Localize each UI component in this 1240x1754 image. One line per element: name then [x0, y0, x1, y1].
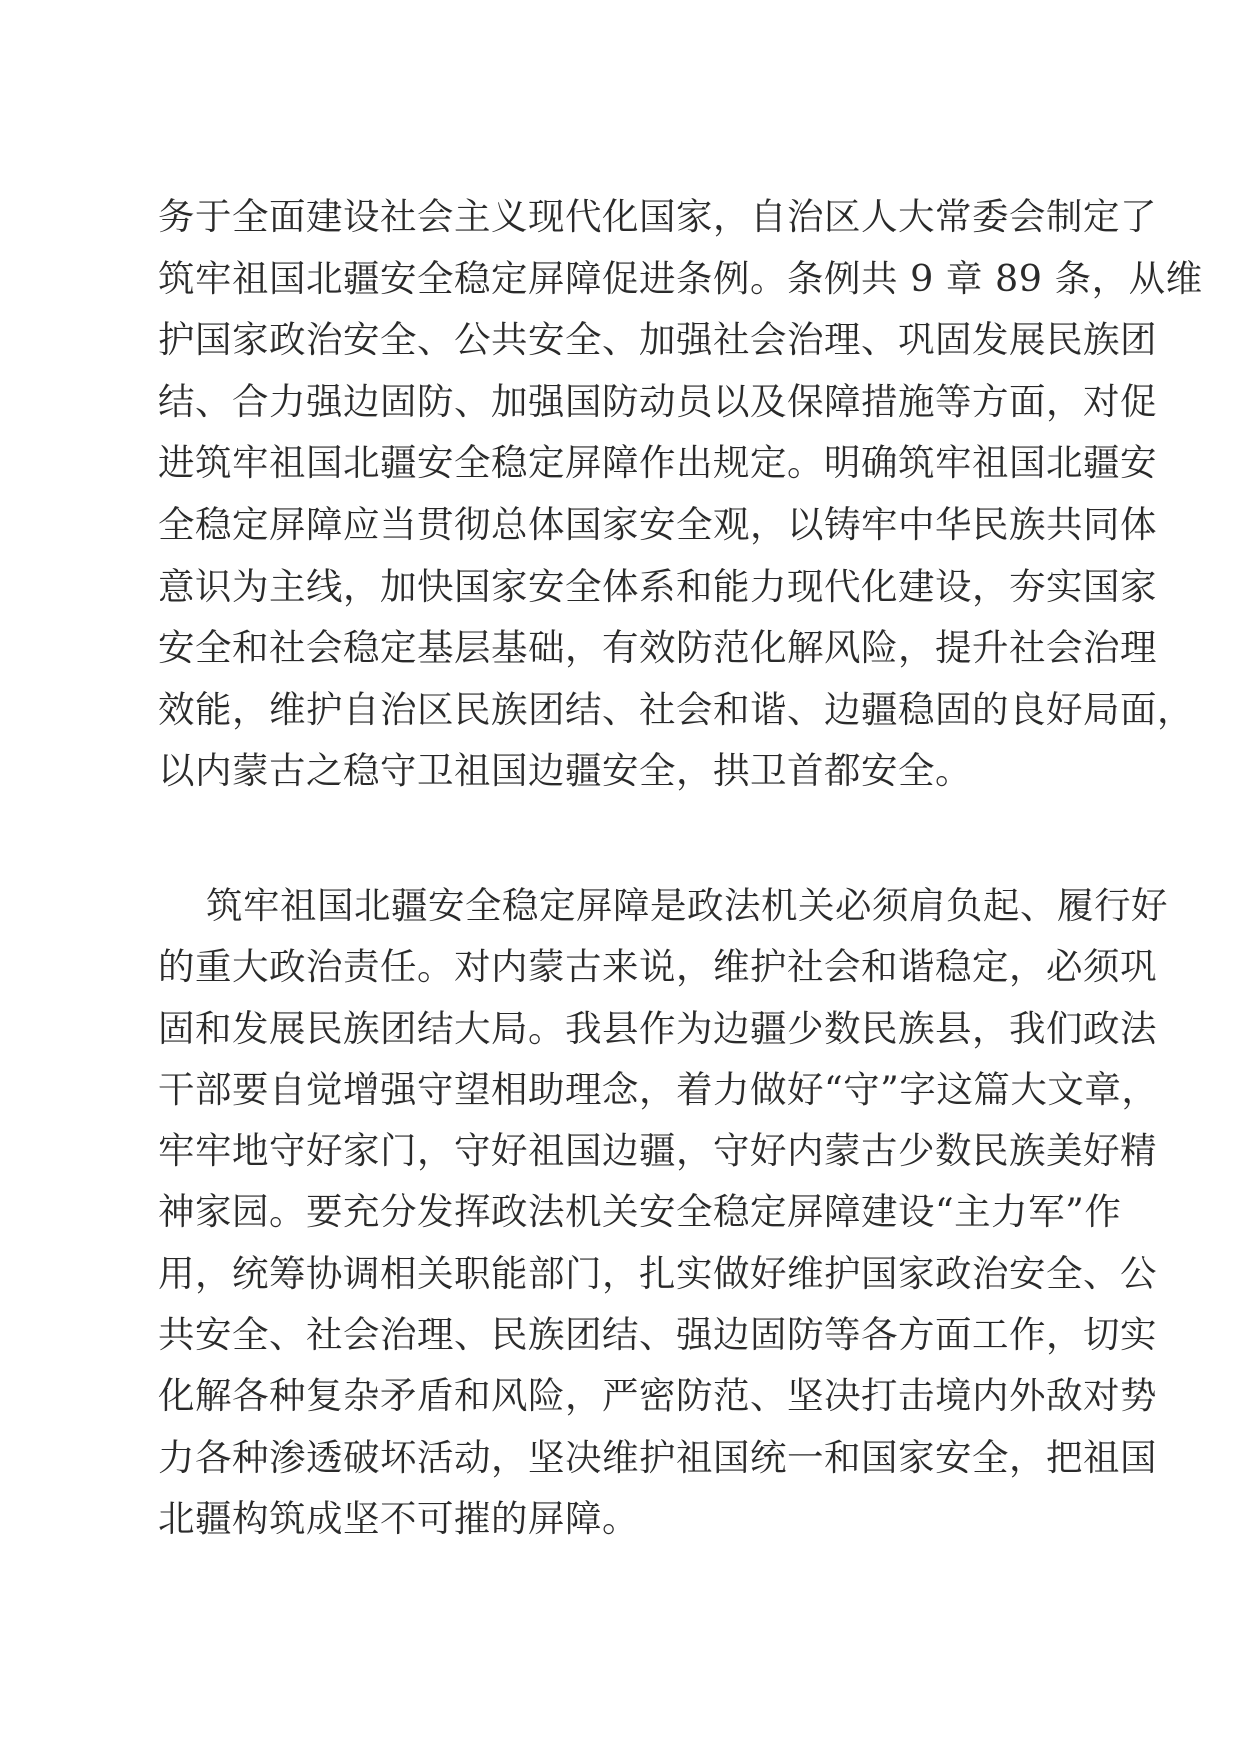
paragraph-2-line-9: 化解各种复杂矛盾和风险，严密防范、坚决打击境内外敌对势 — [158, 1374, 1157, 1418]
paragraph-2-line-10: 力各种渗透破坏活动，坚决维护祖国统一和国家安全，把祖国 — [158, 1435, 1157, 1479]
paragraph-2 — [158, 875, 1168, 1549]
paragraph-1-line-3: 护国家政治安全、公共安全、加强社会治理、巩固发展民族团 — [158, 318, 1157, 362]
paragraph-2-line-8: 共安全、社会治理、民族团结、强边固防等各方面工作，切实 — [158, 1313, 1157, 1357]
paragraph-2-line-4: 干部要自觉增强守望相助理念，着力做好“守”字这篇大文章， — [158, 1067, 1159, 1111]
paragraph-1-line-10: 以内蒙古之稳守卫祖国边疆安全，拱卫首都安全。 — [158, 749, 972, 793]
paragraph-2-line-5: 牢牢地守好家门，守好祖国边疆，守好内蒙古少数民族美好精 — [158, 1129, 1157, 1173]
paragraph-1-line-1: 务于全面建设社会主义现代化国家，自治区人大常委会制定了 — [158, 195, 1157, 238]
paragraph-1-line-4: 结、合力强边固防、加强国防动员以及保障措施等方面，对促 — [158, 379, 1157, 423]
paragraph-2-line-1: 筑牢祖国北疆安全稳定屏障是政法机关必须肩负起、履行好 — [206, 884, 1168, 927]
paragraph-1-line-2: 筑牢祖国北疆安全稳定屏障促进条例。条例共 9 章 89 条，从维 — [158, 256, 1203, 300]
paragraph-2-line-3: 固和发展民族团结大局。我县作为边疆少数民族县，我们政法 — [158, 1006, 1157, 1050]
paragraph-1-line-7: 意识为主线，加快国家安全体系和能力现代化建设，夯实国家 — [158, 564, 1157, 608]
paragraph-1-line-9: 效能，维护自治区民族团结、社会和谐、边疆稳固的良好局面， — [158, 687, 1194, 731]
paragraph-2-line-11: 北疆构筑成坚不可摧的屏障。 — [158, 1496, 639, 1540]
paragraph-1 — [158, 186, 1203, 802]
paragraph-1-line-5: 进筑牢祖国北疆安全稳定屏障作出规定。明确筑牢祖国北疆安 — [158, 441, 1157, 485]
paragraph-2-line-2: 的重大政治责任。对内蒙古来说，维护社会和谐稳定，必须巩 — [158, 945, 1157, 989]
paragraph-1-line-8: 安全和社会稳定基层基础，有效防范化解风险，提升社会治理 — [158, 626, 1157, 670]
paragraph-1-line-6: 全稳定屏障应当贯彻总体国家安全观，以铸牢中华民族共同体 — [158, 502, 1157, 546]
paragraph-2-line-6: 神家园。要充分发挥政法机关安全稳定屏障建设“主力军”作 — [158, 1190, 1122, 1234]
paragraph-2-line-7: 用，统筹协调相关职能部门，扎实做好维护国家政治安全、公 — [158, 1251, 1157, 1295]
